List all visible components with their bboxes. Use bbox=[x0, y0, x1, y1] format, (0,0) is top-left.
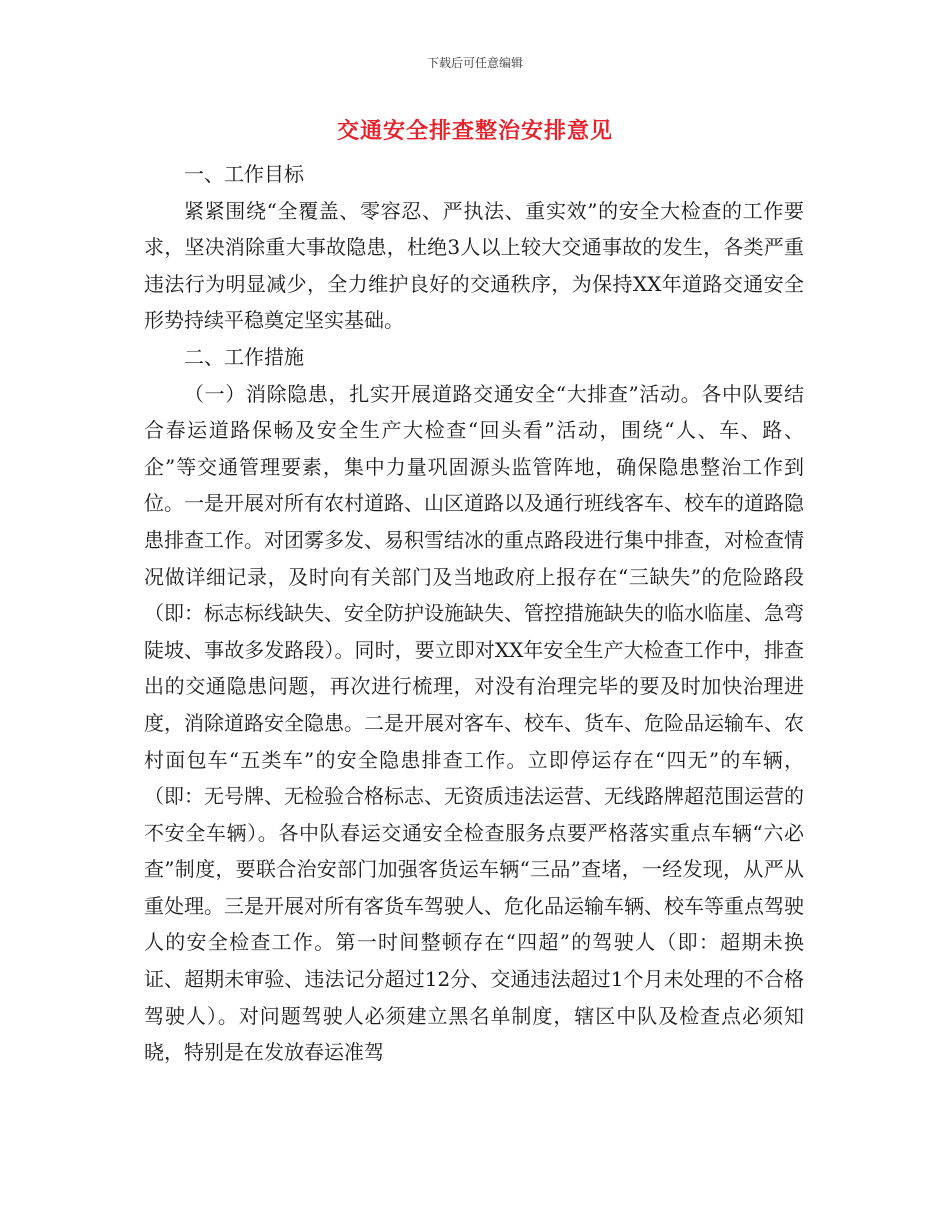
heading-work-goal: 一、工作目标 bbox=[184, 162, 304, 186]
header-note: 下载后可任意编辑 bbox=[426, 56, 523, 70]
paragraph-work-goal: 紧紧围绕“全覆盖、零容忍、严执法、重实效”的安全大检查的工作要求，坚决消除重大事故隐患，杜绝3人以上较大交通事故的发生，各类严重违法行为明显减少，全力维护良好的交通秩序，为保持XX年道路交通安全形势持续平稳奠定坚实基础。 bbox=[144, 198, 804, 333]
heading-work-measures: 二、工作措施 bbox=[184, 344, 304, 369]
paragraph-measure-1: （一）消除隐患，扎实开展道路交通安全“大排查”活动。各中队要结合春运道路保畅及安全生产大检查“回头看”活动，围绕“人、车、路、企”等交通管理要素，集中力量巩固源头监管阵地，确保隐患整治工作到位。一是开展对所有农村道路、山区道路以及通行班线客车、校车的道路隐患排查工作。对团雾多发、易积雪结冰的重点路段进行集中排查，对检查情况做详细记录，及时向有关部门及当地政府上报存在“三缺失”的危险路段（即：标志标线缺失、安全防护设施缺失、管控措施缺失的临水临崖、急弯陡坡、事故多发路段）。同时，要立即对XX年安全生产大检查工作中，排查出的交通隐患问题，再次进行梳理，对没有治理完毕的要及时加快治理进度，消除道路安全隐患。二是开展对客车、校车、货车、危险品运输车、农村面包车“五类车”的安全隐患排查工作。立即停运存在“四无”的车辆，（即：无号牌、无检验合格标志、无资质违法运营、无线路牌超范围运营的不安全车辆）。各中队春运交通安全检查服务点要严格落实重点车辆“六必查”制度，要联合治安部门加强客货运车辆“三品”查堵，一经发现，从严从重处理。三是开展对所有客货车驾驶人、危化品运输车辆、校车等重点驾驶人的安全检查工作。第一时间整顿存在“四超”的驾驶人（即：超期未换证、超期未审验、违法记分超过12分、交通违法超过1个月未处理的不合格驾驶人）。对问题驾驶人必须建立黑名单制度，辖区中队及检查点必须知晓，特别是在发放春运准驾 bbox=[144, 381, 804, 1065]
document-body bbox=[144, 156, 804, 1071]
document-title: 交通安全排查整治安排意见 bbox=[336, 119, 613, 144]
